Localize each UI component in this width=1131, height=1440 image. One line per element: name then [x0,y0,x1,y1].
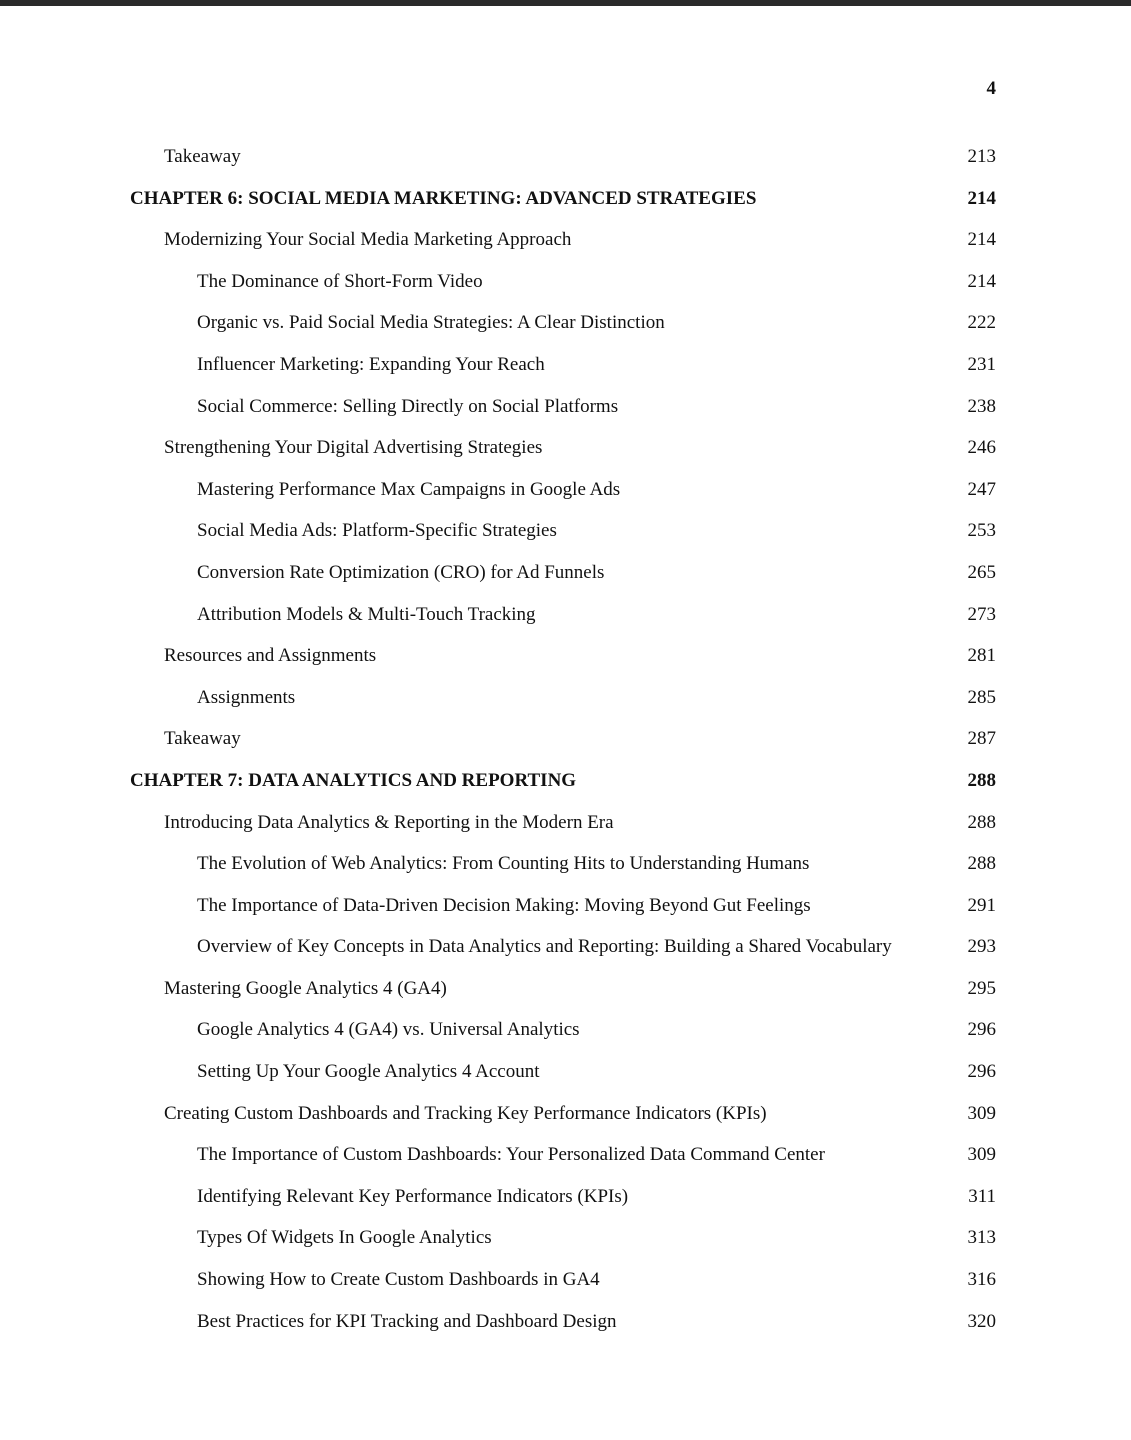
toc-entry-title: Influencer Marketing: Expanding Your Reach [197,353,545,375]
toc-entry-page-number: 309 [967,1144,996,1166]
toc-entry-row[interactable] [130,427,996,469]
toc-entry-title: Social Media Ads: Platform-Specific Strategies [197,520,557,542]
toc-entry-page-number: 253 [967,520,996,542]
toc-entry-page-number: 296 [967,1019,996,1041]
toc-entry-row[interactable] [130,1134,996,1176]
toc-entry-page-number: 238 [967,395,996,417]
toc-entry-title: Introducing Data Analytics & Reporting in the Modern Era [164,811,614,833]
toc-entry-title: Social Commerce: Selling Directly on Social Platforms [197,395,619,417]
toc-entry-title: Resources and Assignments [164,645,377,667]
toc-entry-page-number: 320 [967,1310,996,1332]
toc-entry-title: Takeaway [164,146,241,167]
toc-entry-row[interactable] [130,344,996,386]
toc-entry-title: The Dominance of Short-Form Video [197,270,483,292]
toc-entry-page-number: 291 [967,894,996,916]
toc-entry-page-number: 213 [967,146,996,167]
toc-entry-page-number: 247 [967,478,996,500]
toc-entry-title: Conversion Rate Optimization (CRO) for Ad Funnels [197,561,605,583]
toc-entry-page-number: 287 [967,728,996,750]
toc-entry-row[interactable] [130,1051,996,1093]
toc-entry-title: Overview of Key Concepts in Data Analytics and Reporting: Building a Shared Vocabulary [197,936,892,958]
toc-entry-row[interactable] [130,469,996,511]
toc-entry-title: Identifying Relevant Key Performance Indicators (KPIs) [197,1185,629,1207]
page-number: 4 [986,78,996,99]
toc-entry-page-number: 222 [967,312,996,334]
toc-entry-row[interactable] [130,1009,996,1051]
toc-entry-title: CHAPTER 6: SOCIAL MEDIA MARKETING: ADVANCED STRATEGIES [130,187,757,209]
toc-entry-page-number: 313 [967,1227,996,1249]
toc-entry-page-number: 281 [967,645,996,667]
toc-entry-row[interactable] [130,885,996,927]
toc-entry-page-number: 288 [967,811,996,833]
toc-chapter-row[interactable] [130,760,996,802]
toc-entry-title: Types Of Widgets In Google Analytics [197,1227,492,1249]
toc-entry-page-number: 311 [968,1185,996,1207]
toc-entry-row[interactable] [130,386,996,428]
toc-entry-title: CHAPTER 7: DATA ANALYTICS AND REPORTING [130,769,577,791]
toc-entry-row[interactable] [130,1301,996,1343]
toc-entry-page-number: 316 [967,1269,996,1291]
toc-entry-row[interactable] [130,635,996,677]
toc-entry-page-number: 214 [967,270,996,292]
toc-entry-title: The Evolution of Web Analytics: From Counting Hits to Understanding Humans [197,853,810,875]
toc-entry-title: Attribution Models & Multi-Touch Tracking [197,603,536,625]
toc-chapter-row[interactable] [130,178,996,220]
toc-entry-page-number: 295 [967,977,996,999]
toc-entry-row[interactable] [130,552,996,594]
toc-entry-row[interactable] [130,136,996,178]
toc-entry-page-number: 296 [967,1061,996,1083]
toc-entry-title: Mastering Google Analytics 4 (GA4) [164,977,447,999]
toc-entry-row[interactable] [130,594,996,636]
toc-entry-row[interactable] [130,302,996,344]
toc-entry-page-number: 288 [967,853,996,875]
toc-entry-page-number: 285 [967,686,996,708]
toc-entry-page-number: 214 [967,229,996,251]
toc-entry-title: Modernizing Your Social Media Marketing Approach [164,229,572,251]
toc-entry-title: The Importance of Custom Dashboards: Your Personalized Data Command Center [197,1144,825,1166]
toc-entry-row[interactable] [130,968,996,1010]
toc-entry-row[interactable] [130,926,996,968]
toc-entry-title: Organic vs. Paid Social Media Strategies: A Clear Distinction [197,312,665,334]
toc-entry-page-number: 309 [967,1102,996,1124]
toc-entry-page-number: 231 [967,353,996,375]
toc-entry-row[interactable] [130,1093,996,1135]
toc-entry-row[interactable] [130,1259,996,1301]
toc-entry-row[interactable] [130,1217,996,1259]
toc-entry-title: Best Practices for KPI Tracking and Dashboard Design [197,1310,617,1332]
toc-entry-title: Setting Up Your Google Analytics 4 Account [197,1061,540,1083]
toc-entry-row[interactable] [130,1176,996,1218]
toc-entry-row[interactable] [130,677,996,719]
toc-entry-row[interactable] [130,510,996,552]
toc-entry-title: Creating Custom Dashboards and Tracking Key Performance Indicators (KPIs) [164,1102,767,1124]
toc-entry-page-number: 246 [967,437,996,459]
toc-entry-title: Mastering Performance Max Campaigns in Google Ads [197,478,621,500]
toc-entry-title: Strengthening Your Digital Advertising Strategies [164,437,543,459]
table-of-contents [130,136,996,1342]
toc-entry-title: The Importance of Data-Driven Decision Making: Moving Beyond Gut Feelings [197,894,811,916]
toc-entry-title: Assignments [197,686,296,708]
toc-entry-row[interactable] [130,219,996,261]
toc-entry-row[interactable] [130,802,996,844]
toc-entry-page-number: 288 [967,769,996,791]
toc-entry-page-number: 293 [967,936,996,958]
toc-entry-title: Showing How to Create Custom Dashboards in GA4 [197,1269,600,1291]
toc-entry-title: Google Analytics 4 (GA4) vs. Universal Analytics [197,1019,580,1041]
toc-entry-title: Takeaway [164,728,241,750]
toc-entry-page-number: 214 [967,187,996,209]
toc-entry-page-number: 265 [967,561,996,583]
toc-entry-page-number: 273 [967,603,996,625]
toc-entry-row[interactable] [130,843,996,885]
toc-entry-row[interactable] [130,261,996,303]
toc-entry-row[interactable] [130,718,996,760]
document-page [0,6,1131,1440]
